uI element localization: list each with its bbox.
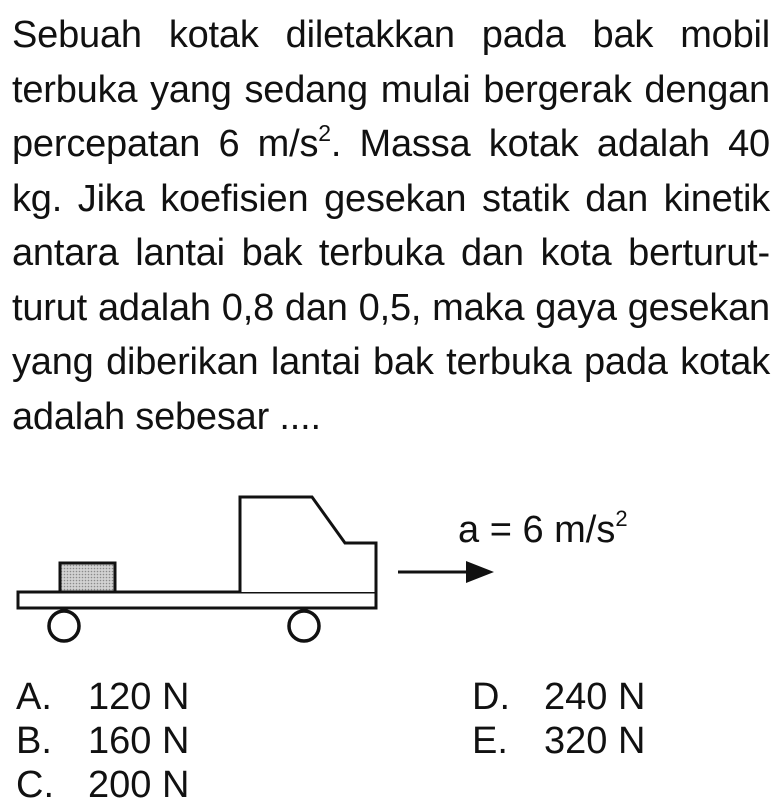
front-wheel: [289, 611, 319, 641]
option-a[interactable]: [16, 675, 189, 719]
option-b[interactable]: [16, 719, 189, 763]
question-text-part-1: Sebuah kotak diletakkan pada bak mobil terbuka yang sedang mulai bergerak dengan percepatan 6 m/s: [12, 14, 770, 165]
question-text: [12, 8, 770, 444]
option-letter: A.: [16, 676, 52, 718]
option-d[interactable]: [472, 675, 645, 719]
truck-figure: [0, 480, 783, 660]
question-text-part-2: . Massa kotak adalah 40 kg. Jika koefisien gesekan statik dan kinetik antara lantai bak terbuka dan kota berturut-turut adalah 0,8 dan 0,5, maka gaya gesekan yang diberikan lantai bak terbuka pada kotak adalah sebesar ....: [12, 123, 770, 438]
question-superscript: 2: [318, 120, 331, 146]
truck-cab: [240, 497, 376, 592]
acceleration-label-text: a = 6 m/s: [458, 509, 616, 551]
option-value: 200 N: [88, 764, 190, 806]
cargo-box: [60, 563, 115, 592]
acceleration-label-superscript: 2: [615, 506, 628, 531]
option-value: 120 N: [88, 676, 190, 718]
acceleration-arrow-head: [466, 561, 494, 583]
option-letter: E.: [472, 720, 508, 762]
option-e[interactable]: [472, 719, 645, 763]
option-letter: D.: [472, 676, 510, 718]
option-value: 240 N: [544, 676, 646, 718]
truck-bed: [18, 592, 376, 608]
option-letter: B.: [16, 720, 52, 762]
acceleration-label: [458, 508, 628, 552]
option-letter: C.: [16, 764, 54, 806]
option-value: 320 N: [544, 720, 646, 762]
truck-diagram: [0, 480, 783, 660]
option-c[interactable]: [16, 763, 189, 807]
option-value: 160 N: [88, 720, 190, 762]
rear-wheel: [49, 611, 79, 641]
